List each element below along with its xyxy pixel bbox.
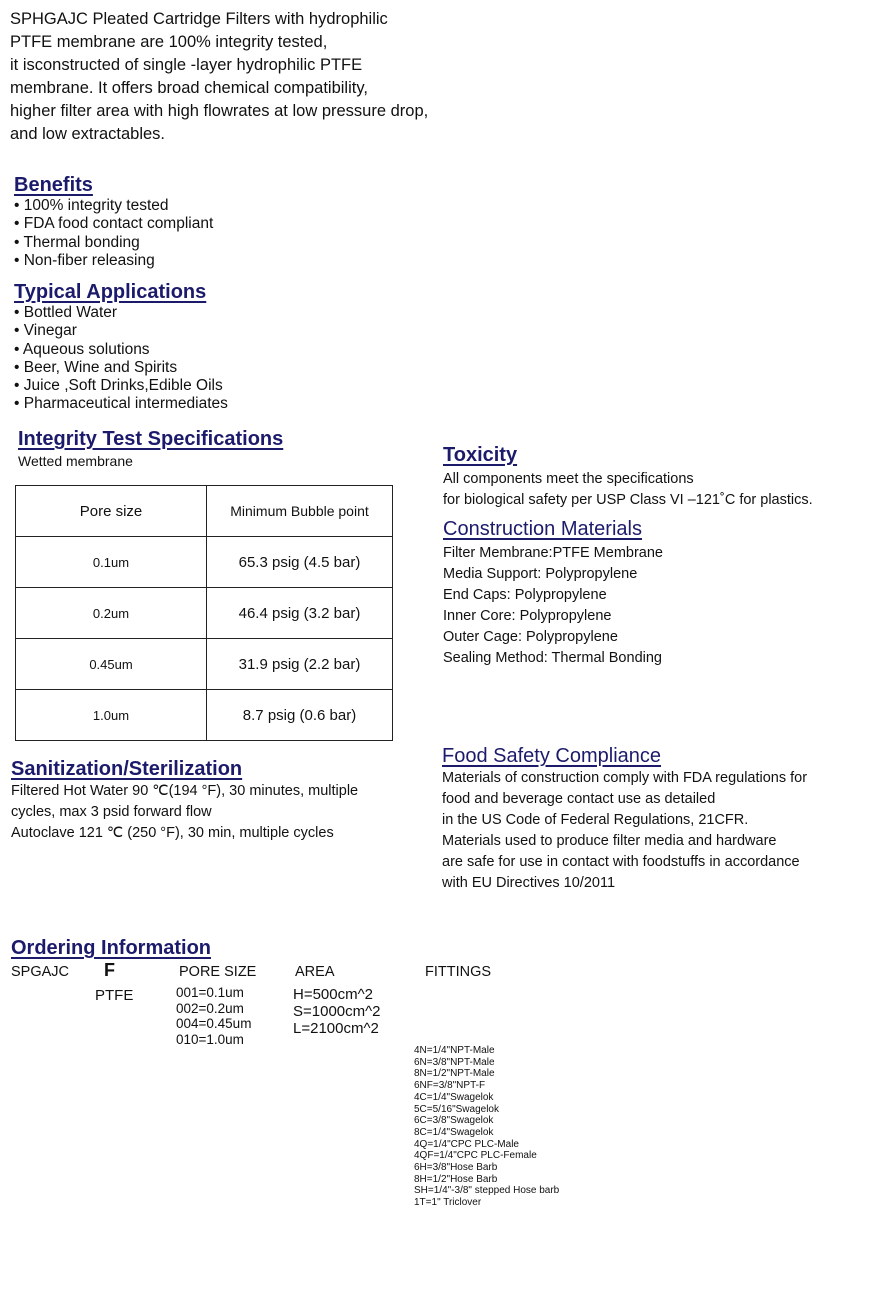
text-line: Materials used to produce filter media and hardware — [442, 833, 777, 849]
bubble-point-cell: 46.4 psig (3.2 bar) — [207, 588, 393, 639]
table-row — [16, 588, 393, 639]
toxicity-section — [443, 444, 813, 511]
text-line: End Caps: Polypropylene — [443, 587, 607, 603]
text-line: Filter Membrane:PTFE Membrane — [443, 545, 663, 561]
membrane-code: F — [104, 960, 115, 980]
construction-section — [443, 518, 663, 669]
intro-line: PTFE membrane are 100% integrity tested, — [10, 33, 328, 51]
benefits-section — [14, 174, 213, 270]
intro-text — [10, 8, 428, 146]
bubble-point-cell: 8.7 psig (0.6 bar) — [207, 690, 393, 741]
fitting-option: 8C=1/4"Swagelok — [414, 1126, 494, 1138]
table-row — [16, 537, 393, 588]
toxicity-title: Toxicity — [443, 444, 518, 466]
integrity-section — [18, 428, 283, 472]
fitting-option: 8H=1/2"Hose Barb — [414, 1173, 498, 1185]
pore-option: 001=0.1um — [176, 985, 244, 1000]
fitting-option: 1T=1" Triclover — [414, 1197, 482, 1209]
sanitization-title: Sanitization/Sterilization — [11, 758, 243, 780]
applications-section — [14, 281, 228, 414]
header-bubble-point: Minimum Bubble point — [207, 486, 393, 537]
food-safety-title: Food Safety Compliance — [442, 745, 662, 767]
intro-line: and low extractables. — [10, 125, 166, 143]
area-option: S=1000cm^2 — [293, 1003, 381, 1020]
fitting-option: 5C=5/16"Swagelok — [414, 1103, 499, 1115]
intro-line: membrane. It offers broad chemical compatibility, — [10, 79, 368, 97]
header-pore-size: Pore size — [16, 486, 207, 537]
fitting-option: 4QF=1/4"CPC PLC-Female — [414, 1150, 537, 1162]
text-line: in the US Code of Federal Regulations, 21CFR. — [442, 812, 749, 828]
fitting-option: SH=1/4"-3/8" stepped Hose barb — [414, 1185, 560, 1197]
text-line: Inner Core: Polypropylene — [443, 608, 612, 624]
pore-size-cell: 1.0um — [16, 690, 207, 741]
intro-line: SPHGAJC Pleated Cartridge Filters with hydrophilic — [10, 10, 388, 28]
integrity-table — [15, 485, 393, 741]
list-item: • Thermal bonding — [14, 234, 213, 252]
bubble-point-cell: 65.3 psig (4.5 bar) — [207, 537, 393, 588]
fittings-list — [414, 1045, 559, 1209]
fitting-option: 8N=1/2"NPT-Male — [414, 1068, 495, 1080]
pore-option: 004=0.45um — [176, 1016, 252, 1031]
table-row — [16, 639, 393, 690]
area-option: H=500cm^2 — [293, 986, 373, 1003]
list-item: • Juice ,Soft Drinks,Edible Oils — [14, 377, 228, 395]
text-line: are safe for use in contact with foodstuffs in accordance — [442, 854, 800, 870]
list-item: • FDA food contact compliant — [14, 215, 213, 233]
text-line: Media Support: Polypropylene — [443, 566, 638, 582]
text-line: All components meet the specifications — [443, 471, 694, 487]
ordering-code: SPGAJC — [11, 964, 70, 980]
construction-title: Construction Materials — [443, 518, 642, 540]
bubble-point-cell: 31.9 psig (2.2 bar) — [207, 639, 393, 690]
benefits-list — [14, 197, 213, 270]
fitting-option: 6H=3/8"Hose Barb — [414, 1162, 498, 1174]
pore-option: 002=0.2um — [176, 1000, 244, 1016]
fitting-option: 4C=1/4"Swagelok — [414, 1091, 494, 1103]
text-line: for biological safety per USP Class VI –121˚C for plastics. — [443, 492, 813, 508]
intro-line: higher filter area with high flowrates at low pressure drop, — [10, 102, 429, 120]
table-row — [16, 690, 393, 741]
fitting-option: 6C=3/8"Swagelok — [414, 1115, 494, 1127]
pore-size-cell: 0.45um — [16, 639, 207, 690]
fitting-option: 4Q=1/4"CPC PLC-Male — [414, 1138, 519, 1150]
text-line: Sealing Method: Thermal Bonding — [443, 650, 662, 666]
pore-option: 010=1.0um — [176, 1031, 244, 1047]
applications-title: Typical Applications — [14, 281, 207, 303]
fittings-label: FITTINGS — [425, 964, 492, 980]
integrity-subtitle: Wetted membrane — [18, 453, 133, 469]
text-line: Filtered Hot Water 90 ℃(194 °F), 30 minutes, multiple — [11, 783, 359, 799]
sanitization-section — [11, 758, 358, 844]
intro-line: it isconstructed of single -layer hydrophilic PTFE — [10, 56, 363, 74]
pore-size-cell: 0.1um — [16, 537, 207, 588]
fitting-option: 4N=1/4"NPT-Male — [414, 1045, 495, 1056]
integrity-title: Integrity Test Specifications — [18, 428, 284, 450]
list-item: • Bottled Water — [14, 304, 228, 322]
area-option: L=2100cm^2 — [293, 1020, 379, 1037]
text-line: Outer Cage: Polypropylene — [443, 629, 618, 645]
fitting-option: 6N=3/8"NPT-Male — [414, 1056, 495, 1068]
area-label: AREA — [295, 964, 335, 980]
list-item: • Vinegar — [14, 322, 228, 340]
text-line: Materials of construction comply with FDA regulations for — [442, 770, 808, 786]
text-line: food and beverage contact use as detailed — [442, 791, 716, 807]
text-line: Autoclave 121 ℃ (250 °F), 30 min, multiple cycles — [11, 825, 334, 841]
applications-list — [14, 304, 228, 414]
list-item: • 100% integrity tested — [14, 197, 213, 215]
list-item: • Beer, Wine and Spirits — [14, 359, 228, 377]
table-header-row — [16, 486, 393, 537]
food-safety-section — [442, 745, 807, 894]
list-item: • Non-fiber releasing — [14, 252, 213, 270]
ordering-title: Ordering Information — [11, 937, 211, 959]
pore-size-label: PORE SIZE — [179, 964, 257, 980]
text-line: with EU Directives 10/2011 — [442, 875, 616, 891]
list-item: • Pharmaceutical intermediates — [14, 395, 228, 413]
pore-size-cell: 0.2um — [16, 588, 207, 639]
pore-size-list — [176, 985, 251, 1047]
area-list — [293, 986, 381, 1037]
fitting-option: 6NF=3/8"NPT-F — [414, 1080, 486, 1092]
ordering-section — [11, 937, 211, 960]
benefits-title: Benefits — [14, 174, 93, 196]
membrane-name: PTFE — [95, 987, 134, 1004]
list-item: • Aqueous solutions — [14, 341, 228, 359]
text-line: cycles, max 3 psid forward flow — [11, 804, 212, 820]
